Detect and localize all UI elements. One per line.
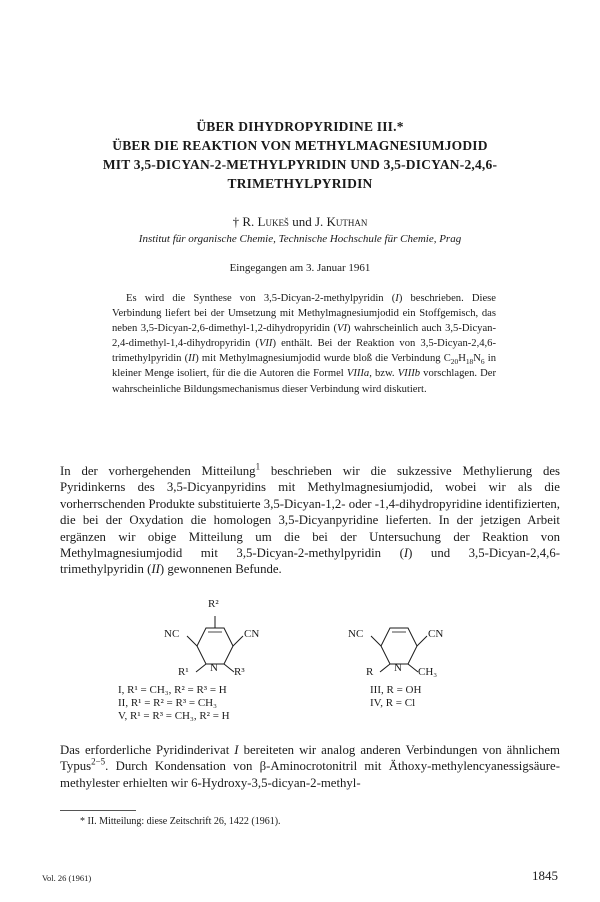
footnote: * II. Mitteilung: diese Zeitschrift 26, 1422 (1961). xyxy=(80,816,281,827)
title-line-1: ÜBER DIHYDROPYRIDINE III.* xyxy=(196,119,404,134)
r1-label: R¹ xyxy=(178,666,189,678)
title-line-4: TRIMETHYLPYRIDIN xyxy=(227,176,373,191)
ring-n-label-2: N xyxy=(394,662,402,674)
title-line-3: MIT 3,5-DICYAN-2-METHYLPYRIDIN UND 3,5-DICYAN-2,4,6- xyxy=(102,157,498,172)
r2-label: R² xyxy=(208,598,219,610)
legend-1-2: II, R¹ = R² = R³ = CH₃ xyxy=(118,697,217,709)
author-conjunction: und xyxy=(292,214,312,229)
legend-1-3: V, R¹ = R³ = CH₃, R² = H xyxy=(118,710,230,722)
pyridine-ring-2 xyxy=(334,606,474,686)
body-paragraph-1: In der vorhergehenden Mitteilung$^1$ beschrieben wir die sukzessive Methylierung des Pyridinkerns des 3,5-Dicyanpyridins mit Methylmagnesiumjodid, wobei wir als die vorherrschenden Produkte substituierte 3,5-Dicyan-1,2- oder -1,4-dihydropyridine identifizierten, die bei der Oxydation die homologen 3,5-Dicyanpyridine lieferten. In der jetzigen Arbeit ergänzen wir obige Mitteilung um die bei der Untersuchung der Reaktion von Methylmagnesiumjodid mit 3,5-Dicyan-2-methylpyridin (I) und 3,5-Dicyan-2,4,6-trimethylpyridin (II) gewonnenen Befunde. xyxy=(60,461,560,577)
institution: Institut für organische Chemie, Technische Hochschule für Chemie, Prag xyxy=(138,233,462,245)
legend-2-2: IV, R = Cl xyxy=(370,697,416,709)
abstract xyxy=(112,291,496,397)
r-label: R xyxy=(366,666,374,678)
nc-label: NC xyxy=(164,628,180,640)
page-number: 1845 xyxy=(532,868,558,883)
ring-n-label: N xyxy=(210,662,218,674)
authors xyxy=(40,214,560,230)
volume-label: Vol. 26 (1961) xyxy=(42,873,92,883)
ch3-label: CH₃ xyxy=(418,666,438,678)
author-kuthan: J. Kuthan xyxy=(314,214,368,229)
pyridine-ring-1 xyxy=(150,606,290,686)
cn-label: CN xyxy=(244,628,260,640)
nc-label-2: NC xyxy=(348,628,364,640)
author-lukes: R. Lukeš xyxy=(242,214,289,229)
dagger-mark: † xyxy=(232,214,240,229)
body-paragraph-2: Das erforderliche Pyridinderivat I bereiteten wir analog anderen Verbindungen von ähnlichem Typus$^{2-5}$. Durch Kondensation von β-Aminocrotonitril mit Äthoxy-methylencyanessigsäure-methylester erhielten wir 6-Hydroxy-3,5-dicyan-2-methyl- xyxy=(60,743,560,790)
cn-label-2: CN xyxy=(428,628,444,640)
footnote-rule xyxy=(60,810,136,811)
legend-1-1: I, R¹ = CH₃, R² = R³ = H xyxy=(118,684,227,696)
r3-label: R³ xyxy=(234,666,245,678)
title-line-2: ÜBER DIE REAKTION VON METHYLMAGNESIUMJODID xyxy=(112,138,488,153)
received-date: Eingegangen am 3. Januar 1961 xyxy=(229,262,371,274)
abstract-paragraph: Es wird die Synthese von 3,5-Dicyan-2-methylpyridin (I) beschrieben. Diese Verbindung liefert bei der Umsetzung mit Methylmagnesiumjodid ein Stoffgemisch, das neben 3,5-Dicyan-2,6-dimethyl-1,2-dihydropyridin (VI) wahrscheinlich auch 3,5-Dicyan-2,4-dimethyl-1,4-dihydropyridin (VII) enthält. Bei der Reaktion von 3,5-Dicyan-2,4,6-trimethylpyridin (II) mit Methylmagnesiumjodid wurde bloß die Verbindung $C_{20}H_{18}N_6$ in kleiner Menge isoliert, für die die Autoren die Formel VIIIa, bzw. VIIIb vorschlagen. Der wahrscheinliche Bildungsmechanismus dieser Verbindung wird diskutiert. xyxy=(112,293,497,395)
legend-2-1: III, R = OH xyxy=(370,684,422,696)
